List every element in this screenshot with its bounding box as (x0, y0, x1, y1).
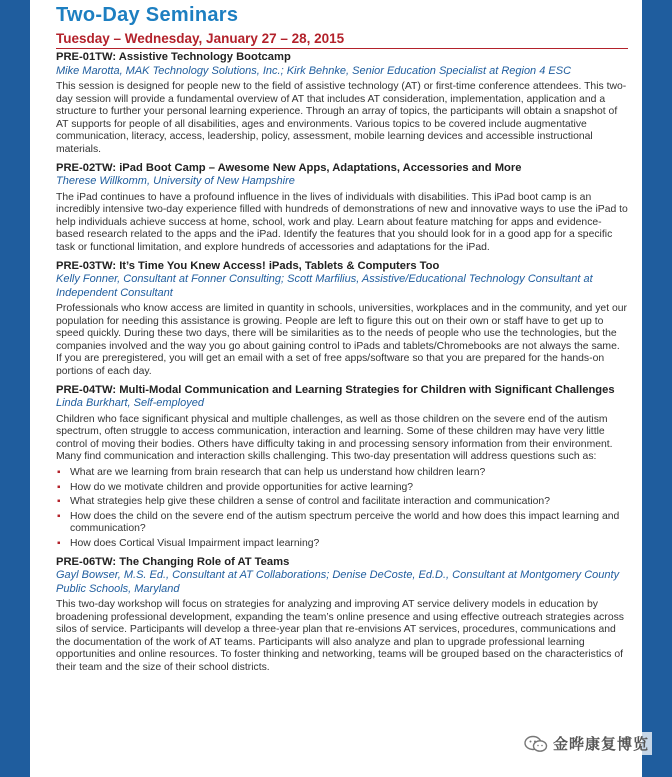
list-item (56, 496, 628, 509)
question-list (56, 467, 628, 551)
date-heading: Tuesday – Wednesday, January 27 – 28, 2015 (56, 31, 628, 49)
list-item-text: What are we learning from brain research that can help us understand how children learn? (70, 466, 486, 478)
session-description: Children who face significant physical and multiple challenges, as well as those children on the severe end of the autism spectrum, often struggle to access communication, interaction and learning. Some of these children may have very little control of moving their bodies. Others have difficulty taking in and processing sensory information from their environment. Many find communication and interaction skills challenging. This two-day presentation will address questions such as: (56, 413, 613, 463)
session-title: PRE-02TW: iPad Boot Camp – Awesome New Apps, Adaptations, Accessories and More (56, 161, 522, 174)
list-item (56, 467, 628, 480)
session-pre-04tw (56, 384, 628, 551)
session-description: This session is designed for people new to the field of assistive technology (AT) or first-time conference attendees. This two-day session will provide a fundamental overview of AT that includes AT consideration, implementation, application and a structure to further your personal learning experience. Through an array of topics, the participants will obtain a snapshot of AT supports for people of all disabilities, ages and environments. Various topics to be covered include augmentative communication, literacy, access, leadership, policy, assessment, mobile learning devices and accessible instructional materials. (56, 81, 627, 155)
bullet-icon: ▪ (57, 537, 61, 549)
session-description: This two-day workshop will focus on strategies for analyzing and improving AT service delivery models in education by broadening professional development, expanding the team’s online presence and using effective outreach strategies across silos of service. Participants will develop a three-year plan that re-envisions AT services, procedures, communications and the documentation of the work of AT teams. Participants will also analyze and plan to upgrade professional learning opportunities and online resources. To foster thinking and networking, teams will be grouped based on the characteristics of their team and the size of their school districts. (56, 599, 625, 673)
list-item-text: How does Cortical Visual Impairment impact learning? (70, 537, 320, 549)
bullet-icon: ▪ (57, 481, 61, 493)
bullet-icon: ▪ (57, 466, 61, 478)
bullet-icon: ▪ (57, 496, 61, 508)
session-presenters: Gayl Bowser, M.S. Ed., Consultant at AT Collaborations; Denise DeCoste, Ed.D., Consultant at Montgomery County Public Schools, Maryland (56, 569, 620, 595)
session-presenters: Therese Willkomm, University of New Hampshire (56, 175, 295, 188)
document-page (30, 0, 642, 777)
list-item-text: How does the child on the severe end of the autism spectrum perceive the world and how does this impact learning and communication? (70, 510, 620, 535)
session-presenters: Linda Burkhart, Self-employed (56, 397, 204, 410)
session-title: PRE-04TW: Multi-Modal Communication and Learning Strategies for Children with Significant Challenges (56, 383, 615, 396)
session-presenters: Mike Marotta, MAK Technology Solutions, Inc.; Kirk Behnke, Senior Education Specialist at Region 4 ESC (56, 64, 572, 77)
page-title: Two-Day Seminars (56, 4, 239, 26)
bullet-icon: ▪ (57, 510, 61, 522)
session-title: PRE-03TW: It’s Time You Knew Access! iPads, Tablets & Computers Too (56, 259, 440, 272)
watermark (521, 732, 652, 755)
session-presenters: Kelly Fonner, Consultant at Fonner Consulting; Scott Marfilius, Assistive/Educational Technology Consultant at Independent Consultant (56, 273, 593, 299)
session-pre-06tw (56, 556, 628, 675)
session-description: The iPad continues to have a profound influence in the lives of individuals with disabilities. This iPad boot camp is an incredibly intensive two-day experience filled with hundreds of demonstrations of new and innovative ways to use the iPad to help individuals achieve success at home, school, work and play. Learn about feature matching for apps and evidence-based research related to the apps and the iPad. Identify the features that you should look for in a good app for a specific task or functional limitation, and explore hundreds of accessories and adaptations for the iPad. (56, 191, 628, 253)
session-title: PRE-01TW: Assistive Technology Bootcamp (56, 51, 291, 63)
session-description: Professionals who know access are limited in quantity in schools, universities, workplaces and in the community, and yet our population for needing this assistance is growing. People are left to figure this out on their own or staff have to get up to speed quickly. During these two days, there will be similarities as to the needs of people who use the technologies, but the companies involved and the way you go about gaining control to iPads and tablets/Chromebooks are not always the same. If you are preregistered, you will get an email with a set of free apps/software so that you are prepared for the hands-on portions of each day. (56, 303, 627, 377)
list-item (56, 482, 628, 495)
list-item-text: What strategies help give these children a sense of control and facilitate interaction and communication? (70, 496, 550, 508)
session-title: PRE-06TW: The Changing Role of AT Teams (56, 555, 290, 568)
session-pre-02tw (56, 162, 628, 255)
session-pre-01tw (56, 51, 628, 157)
watermark-text: 金晔康复博览 (552, 736, 649, 753)
wechat-icon (524, 735, 548, 753)
list-item-text: How do we motivate children and provide opportunities for active learning? (70, 481, 414, 493)
session-pre-03tw (56, 260, 628, 379)
list-item (56, 511, 628, 536)
list-item (56, 538, 628, 551)
